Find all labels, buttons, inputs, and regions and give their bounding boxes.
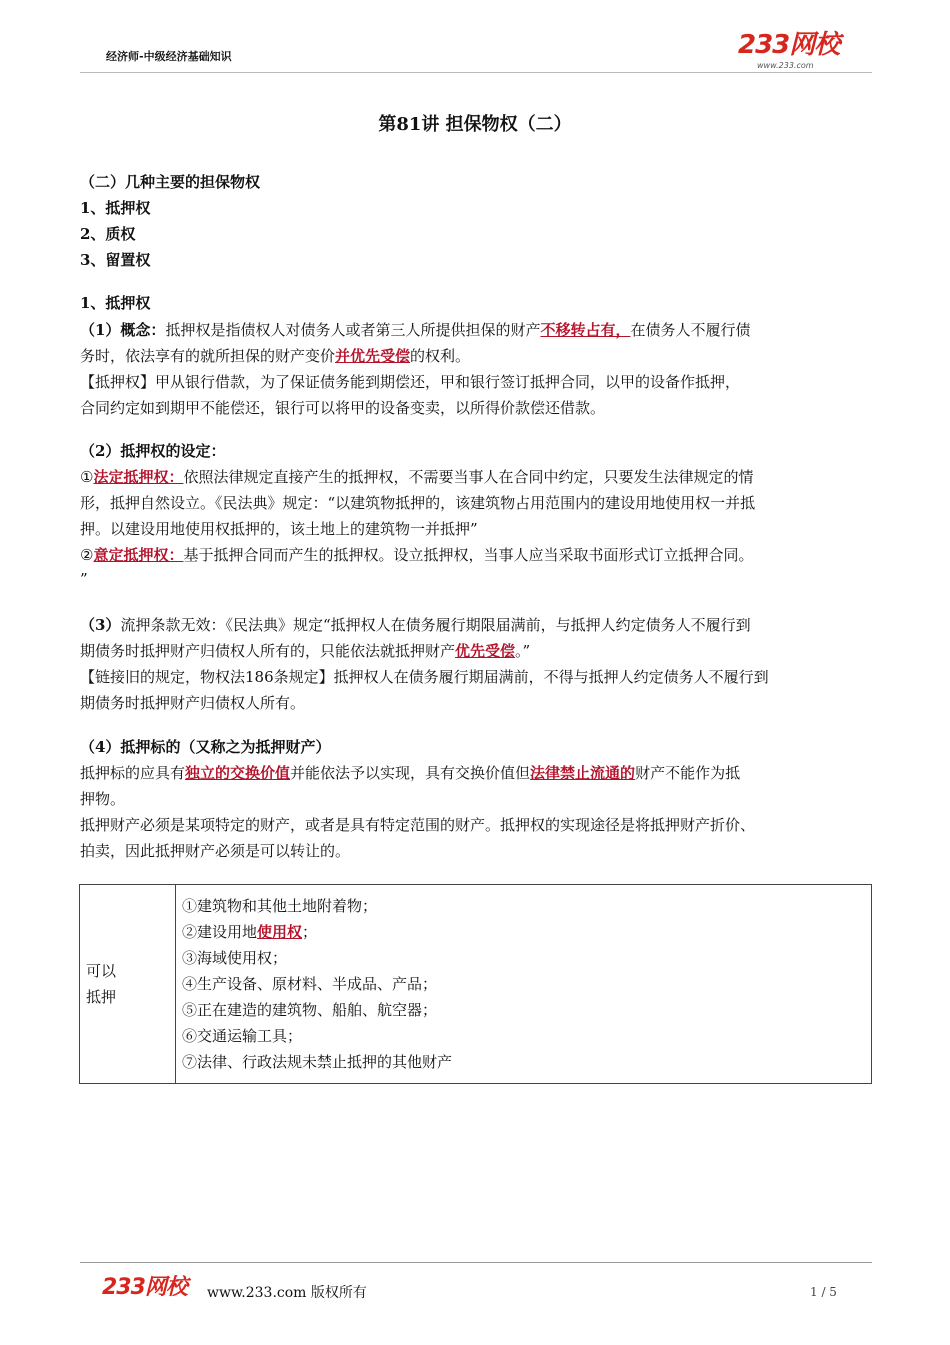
text-run: 在债务人不履行债 — [630, 321, 751, 339]
paragraph-line: 期债务时抵押财产归债权人所有。 — [80, 694, 306, 712]
text-run: 期债务时抵押财产归债权人所有的，只能依法就抵押财产 — [80, 642, 456, 660]
highlight-text: 并优先受偿 — [335, 347, 411, 365]
lecture-title: 第81讲 担保物权（二） — [378, 114, 572, 135]
example-line: 合同约定如到期甲不能偿还，银行可以将甲的设备变卖，以所得价款偿还借款。 — [80, 399, 606, 417]
paragraph-line — [80, 615, 751, 635]
paragraph-line: 【链接旧的规定，物权法186条规定】抵押权人在债务履行期届满前，不得与抵押人约定债务人不履行到 — [80, 668, 769, 686]
text-run: 流押条款无效：《民法典》规定“抵押权人在债务履行期限届满前，与抵押人约定债务人不履行到 — [120, 616, 751, 634]
paragraph-line — [80, 467, 753, 487]
paragraph-line: 拍卖，因此抵押财产必须是可以转让的。 — [80, 842, 351, 860]
label-text: 抵押 — [86, 988, 117, 1006]
copyright-text: www.233.com 版权所有 — [207, 1285, 367, 1301]
text-run: ②建设用地 — [182, 923, 258, 941]
toc-item: 2、质权 — [80, 225, 136, 243]
list-item — [182, 919, 865, 945]
page-number: 1 / 5 — [810, 1285, 837, 1299]
text-run: 务时，依法享有的就所担保的财产变价 — [80, 347, 336, 365]
text-run: 抵押权是指债权人对债务人或者第三人所提供担保的财产 — [165, 321, 541, 339]
paragraph-line: 押。以建设用地使用权抵押的，该土地上的建筑物一并抵押” — [80, 520, 478, 538]
highlight-text: 独立的交换价值 — [185, 764, 291, 782]
highlight-text: 优先受偿 — [455, 642, 516, 660]
highlight-text: 不移转占有， — [540, 321, 631, 339]
text-run: 抵押标的应具有 — [80, 764, 186, 782]
text-run: ； — [302, 923, 318, 941]
text-run: 并能依法予以实现，具有交换价值但 — [290, 764, 531, 782]
paragraph-line — [80, 763, 740, 783]
table-label-cell — [80, 885, 176, 1084]
toc-item: 3、留置权 — [80, 251, 151, 269]
mortgageable-property-table — [79, 884, 872, 1084]
text-run: 依照法律规定直接产生的抵押权，不需要当事人在合同中约定，只要发生法律规定的情 — [183, 468, 754, 486]
highlight-text: 意定抵押权： — [93, 546, 184, 564]
toc-heading: （二）几种主要的担保物权 — [80, 173, 261, 191]
list-item: ⑦法律、行政法规未禁止抵押的其他财产 — [182, 1053, 453, 1071]
paragraph-line: 形，抵押自然设立。《民法典》规定：“以建筑物抵押的，该建筑物占用范围内的建设用地使用权一并抵 — [80, 494, 756, 512]
paragraph-line — [80, 346, 470, 366]
text-run: 财产不能作为抵 — [635, 764, 741, 782]
section-heading: 1、抵押权 — [80, 294, 151, 312]
paragraph-line: ” — [80, 570, 88, 588]
highlight-text: 法律禁止流通的 — [530, 764, 636, 782]
brand-logo: 233网校 — [738, 30, 840, 60]
text-run: 的权利。 — [410, 347, 471, 365]
highlight-text: 法定抵押权： — [93, 468, 184, 486]
text-run: 。” — [515, 642, 531, 660]
brand-logo-url: www.233.com — [757, 61, 814, 70]
paragraph-line: 押物。 — [80, 790, 126, 808]
concept-label: （1）概念： — [80, 321, 166, 339]
table-row — [80, 885, 872, 1084]
list-item: ①建筑物和其他土地附着物； — [182, 897, 378, 915]
table-items-cell — [176, 885, 872, 1084]
section-heading: （2）抵押权的设定： — [80, 442, 226, 460]
section-heading: （4）抵押标的（又称之为抵押财产） — [80, 738, 331, 756]
text-run: ① — [80, 468, 94, 486]
toc-item: 1、抵押权 — [80, 199, 151, 217]
header-divider — [80, 72, 872, 73]
paragraph-line — [80, 641, 530, 661]
list-item: ⑥交通运输工具； — [182, 1027, 303, 1045]
paragraph-line — [80, 545, 753, 565]
label-text: 可以 — [86, 962, 117, 980]
section-label: （3） — [80, 616, 121, 634]
list-item: ⑤正在建造的建筑物、船舶、航空器； — [182, 1001, 438, 1019]
list-item: ④生产设备、原材料、半成品、产品； — [182, 975, 438, 993]
paragraph-line: 抵押财产必须是某项特定的财产，或者是具有特定范围的财产。抵押权的实现途径是将抵押财产折价、 — [80, 816, 756, 834]
text-run: ② — [80, 546, 94, 564]
highlight-text: 使用权 — [257, 923, 303, 941]
footer-divider — [80, 1262, 872, 1263]
example-line: 【抵押权】甲从银行借款，为了保证债务能到期偿还，甲和银行签订抵押合同，以甲的设备作抵押， — [80, 373, 741, 391]
course-title: 经济师-中级经济基础知识 — [106, 50, 232, 63]
text-run: 基于抵押合同而产生的抵押权。设立抵押权，当事人应当采取书面形式订立抵押合同。 — [183, 546, 754, 564]
paragraph-line — [80, 320, 751, 340]
list-item: ③海域使用权； — [182, 949, 288, 967]
footer-logo: 233网校 — [102, 1275, 187, 1300]
